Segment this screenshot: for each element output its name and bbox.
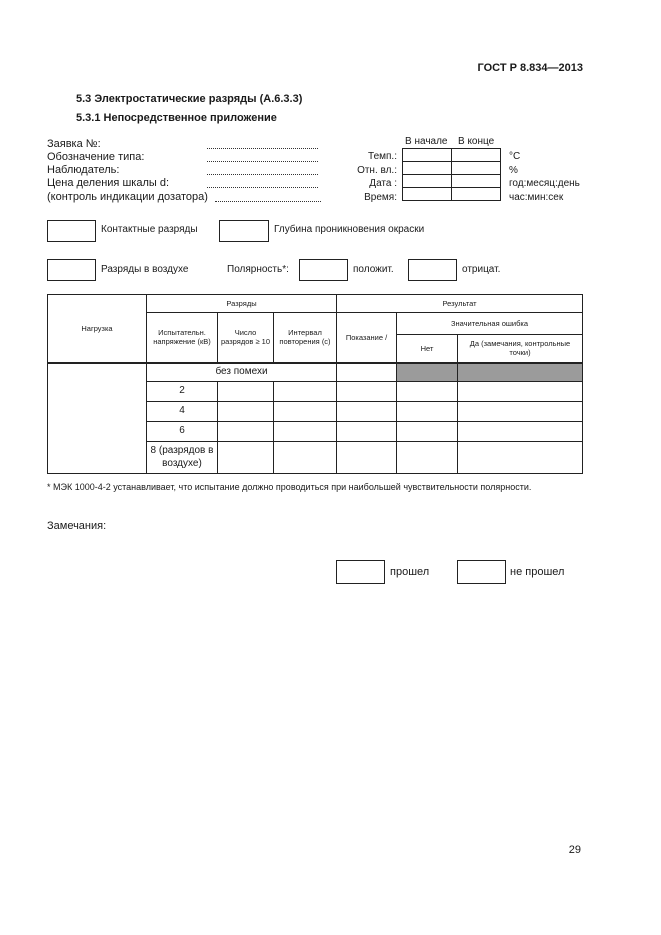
yes-header: Да (замечания, контрольные точки) — [458, 335, 583, 363]
table-cell[interactable] — [458, 442, 583, 474]
table-cell[interactable] — [274, 442, 337, 474]
air-discharge-label: Разряды в воздухе — [101, 264, 189, 275]
footnote: * МЭК 1000-4-2 устанавливает, что испытание должно проводиться при наибольшей чувствительности полярности. — [47, 482, 532, 492]
failed-label: не прошел — [510, 566, 565, 578]
field-label-type: Обозначение типа: — [47, 151, 145, 163]
penetration-checkbox[interactable] — [219, 220, 269, 242]
date-end-cell[interactable] — [452, 175, 501, 188]
table-row-label: 8 (разрядов в воздухе) — [147, 442, 218, 474]
env-unit-humidity: % — [509, 165, 518, 176]
remarks-label: Замечания: — [47, 520, 107, 532]
test-voltage-header: Испытательн. напряжение (кВ) — [147, 313, 218, 363]
table-cell[interactable] — [337, 363, 397, 382]
table-cell[interactable] — [218, 382, 274, 402]
humidity-end-cell[interactable] — [452, 162, 501, 175]
interval-header: Интервал повторения (с) — [274, 313, 337, 363]
doc-number: ГОСТ Р 8.834—2013 — [477, 62, 583, 74]
temp-start-cell[interactable] — [403, 149, 452, 162]
field-label-indication: (контроль индикации дозатора) — [47, 191, 208, 203]
shaded-cell — [397, 363, 458, 382]
field-label-application: Заявка №: — [47, 138, 101, 150]
table-cell[interactable] — [458, 422, 583, 442]
polarity-label: Полярность*: — [227, 264, 289, 275]
subsection-title: 5.3.1 Непосредственное приложение — [76, 112, 277, 124]
table-cell[interactable] — [337, 402, 397, 422]
env-unit-temp: °C — [509, 151, 521, 162]
temp-end-cell[interactable] — [452, 149, 501, 162]
table-cell[interactable] — [458, 402, 583, 422]
col-end-label: В конце — [458, 136, 495, 147]
table-cell[interactable] — [218, 402, 274, 422]
negative-polarity-label: отрицат. — [462, 264, 501, 275]
table-cell[interactable] — [337, 422, 397, 442]
field-label-scale: Цена деления шкалы d: — [47, 177, 169, 189]
env-label-humidity: Отн. вл.: — [357, 165, 397, 176]
negative-polarity-checkbox[interactable] — [408, 259, 457, 281]
failed-checkbox[interactable] — [457, 560, 506, 584]
table-cell[interactable] — [458, 382, 583, 402]
passed-checkbox[interactable] — [336, 560, 385, 584]
contact-discharge-label: Контактные разряды — [101, 224, 198, 235]
table-cell[interactable] — [397, 422, 458, 442]
significant-error-header: Значительная ошибка — [397, 313, 583, 335]
humidity-start-cell[interactable] — [403, 162, 452, 175]
table-cell[interactable] — [218, 422, 274, 442]
col-start-label: В начале — [405, 136, 448, 147]
passed-label: прошел — [390, 566, 430, 578]
table-cell[interactable] — [274, 382, 337, 402]
table-cell[interactable] — [274, 422, 337, 442]
env-label-time: Время: — [364, 192, 397, 203]
positive-polarity-label: положит. — [353, 264, 394, 275]
table-cell[interactable] — [337, 382, 397, 402]
indication-input-line[interactable] — [215, 201, 321, 202]
type-input-line[interactable] — [207, 161, 318, 162]
page-number: 29 — [568, 844, 581, 856]
load-cell[interactable] — [48, 363, 147, 474]
env-unit-time: час:мин:сек — [509, 192, 564, 203]
table-cell[interactable] — [337, 442, 397, 474]
load-header: Нагрузка — [48, 295, 147, 363]
table-row-label: 2 — [147, 382, 218, 402]
env-label-date: Дата : — [369, 178, 397, 189]
penetration-label: Глубина проникновения окраски — [274, 224, 425, 235]
positive-polarity-checkbox[interactable] — [299, 259, 348, 281]
time-end-cell[interactable] — [452, 188, 501, 201]
air-discharge-checkbox[interactable] — [47, 259, 96, 281]
table-cell[interactable] — [218, 442, 274, 474]
table-row-label: без помехи — [147, 363, 337, 382]
observer-input-line[interactable] — [207, 174, 318, 175]
discharges-header: Разряды — [147, 295, 337, 313]
no-header: Нет — [397, 335, 458, 363]
environment-grid — [402, 148, 501, 201]
application-input-line[interactable] — [207, 148, 318, 149]
table-row-label: 4 — [147, 402, 218, 422]
time-start-cell[interactable] — [403, 188, 452, 201]
field-label-observer: Наблюдатель: — [47, 164, 120, 176]
result-header: Результат — [337, 295, 583, 313]
results-table — [47, 294, 583, 474]
table-cell[interactable] — [397, 402, 458, 422]
table-row-label: 6 — [147, 422, 218, 442]
contact-discharge-checkbox[interactable] — [47, 220, 96, 242]
env-label-temp: Темп.: — [368, 151, 397, 162]
env-unit-date: год:месяц:день — [509, 178, 580, 189]
date-start-cell[interactable] — [403, 175, 452, 188]
reading-header: Показание / — [337, 313, 397, 363]
table-cell[interactable] — [397, 382, 458, 402]
table-cell[interactable] — [397, 442, 458, 474]
shaded-cell — [458, 363, 583, 382]
scale-input-line[interactable] — [207, 187, 318, 188]
section-title: 5.3 Электростатические разряды (А.6.3.3) — [76, 93, 303, 105]
count-header: Число разрядов ≥ 10 — [218, 313, 274, 363]
table-cell[interactable] — [274, 402, 337, 422]
